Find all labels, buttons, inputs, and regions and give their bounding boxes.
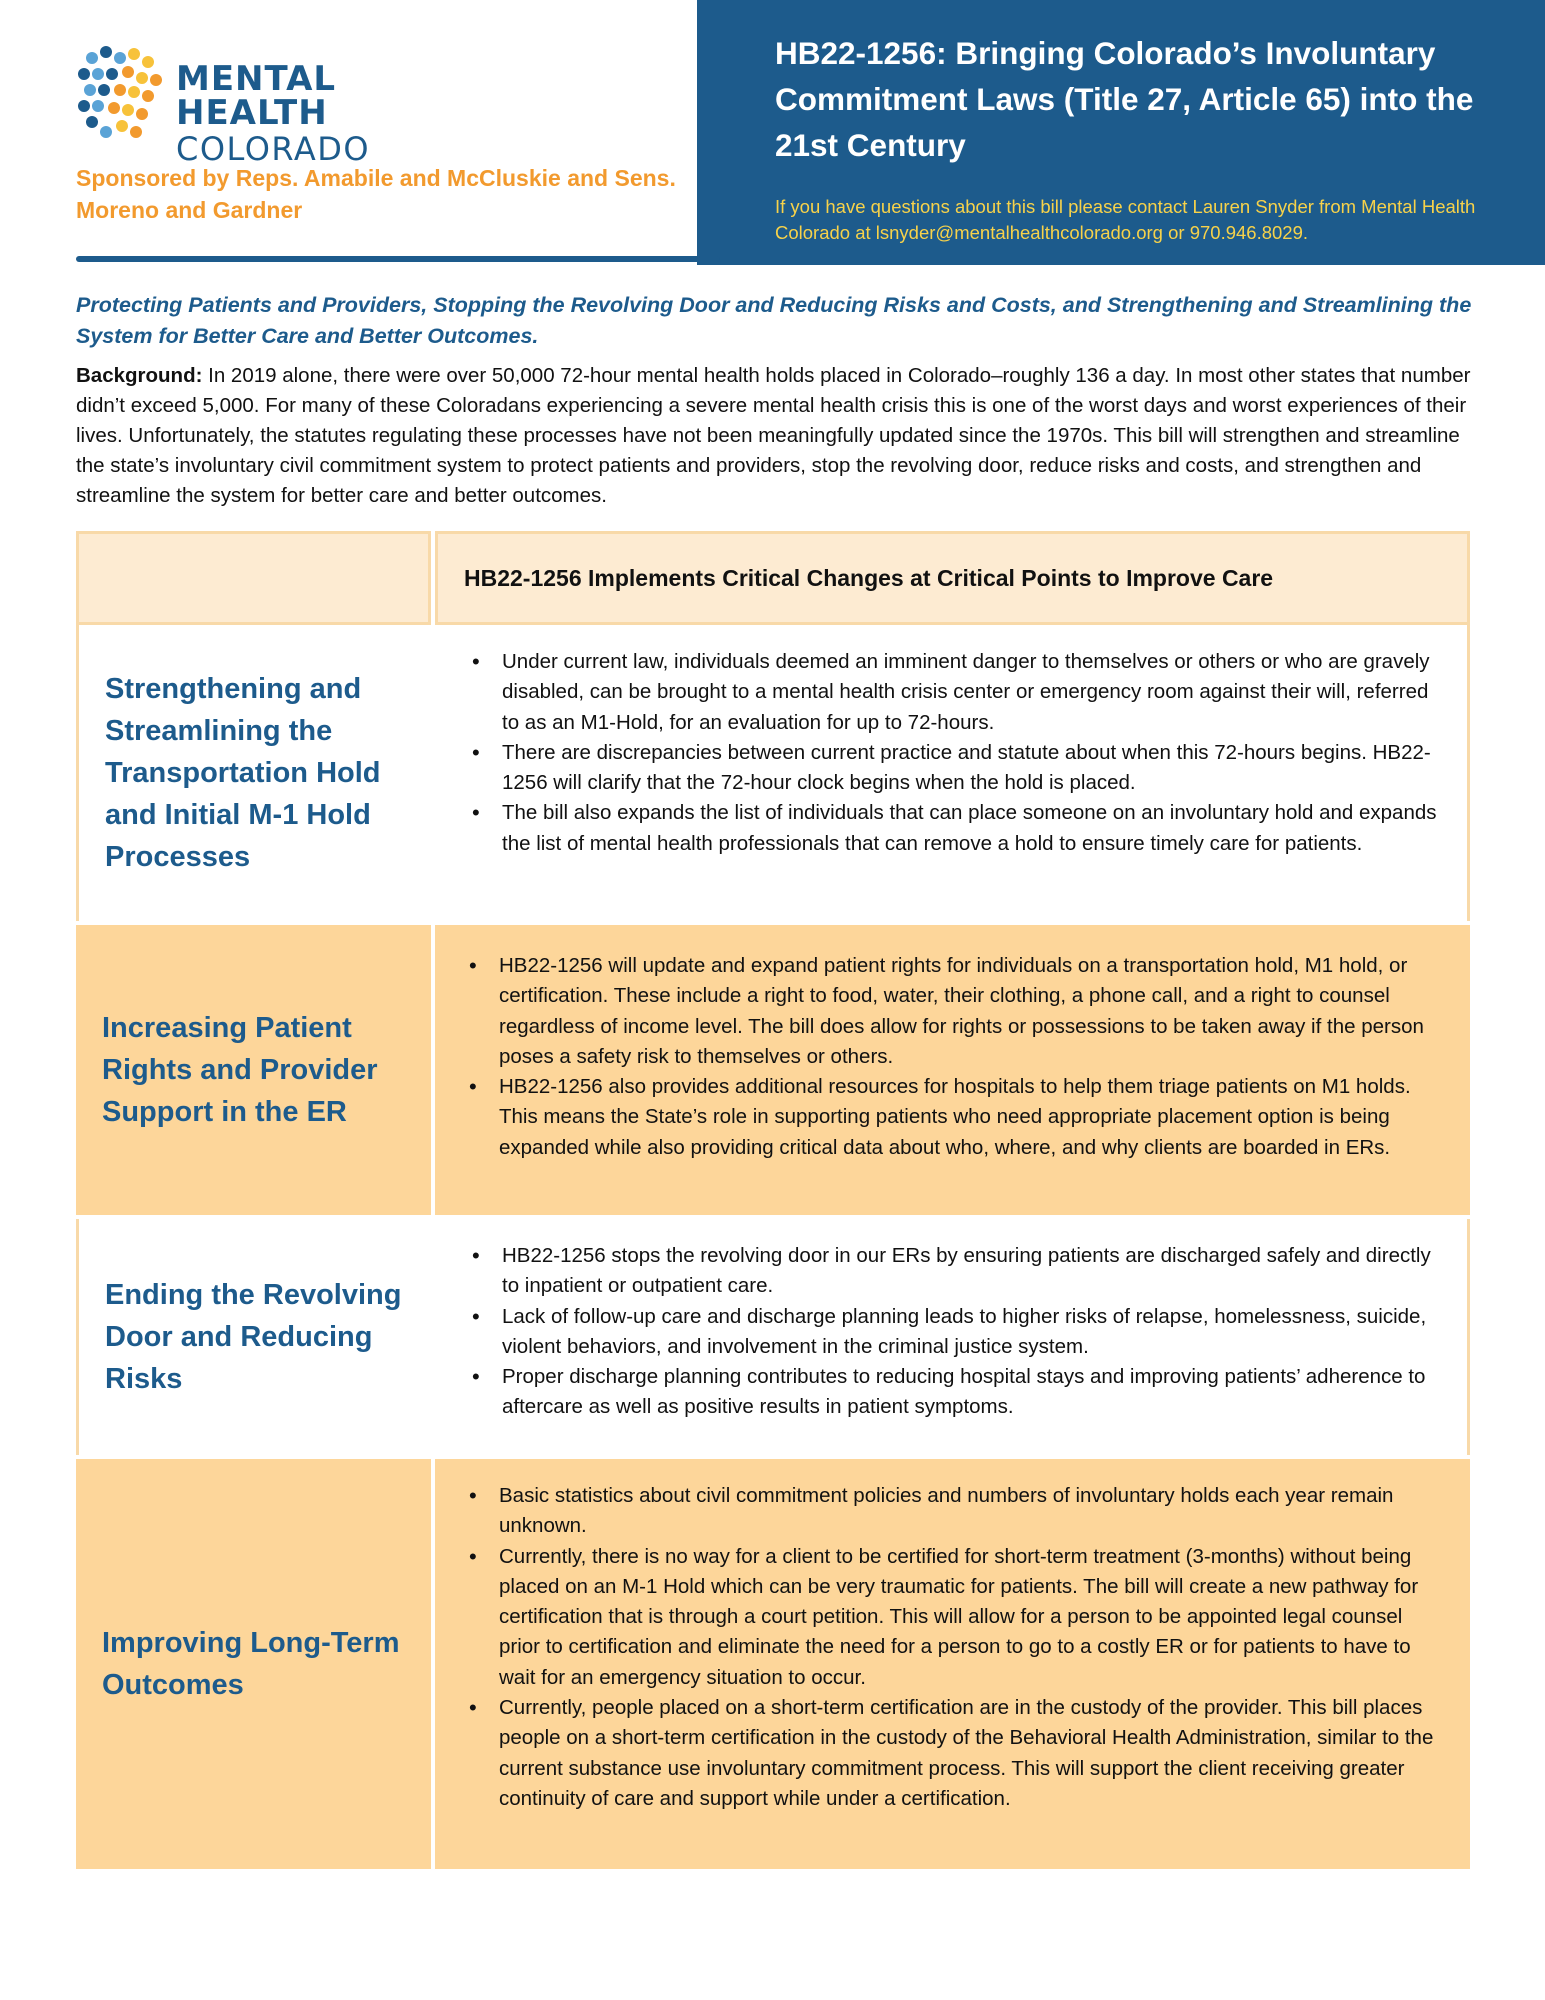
table-header-row — [76, 531, 1470, 625]
table-row — [76, 625, 1470, 921]
row-title-cell — [76, 1459, 431, 1869]
background-label: Background: — [76, 364, 203, 387]
contact-text: If you have questions about this bill please contact Lauren Snyder from Mental Health Colorado at lsnyder@mentalhealthcolorado.org or 970.946.8029. — [775, 196, 1476, 243]
row-title-cell — [76, 925, 431, 1215]
logo — [76, 44, 496, 168]
bullet-item: • Currently, people placed on a short-term certification are in the custody of the provider. This bill places people on a short-term certification in the custody of the Behavioral Health Administration, similar to the current substance use involuntary commitment process. This will support the client receiving greater continuity of care and support while under a certification. — [469, 1693, 1444, 1814]
row-title: Increasing Patient Rights and Provider Support in the ER — [102, 1012, 378, 1128]
background-paragraph — [76, 361, 1476, 511]
bullet-item: • Proper discharge planning contributes to reducing hospital stays and improving patients’ adherence to aftercare as well as positive results in patient symptoms. — [472, 1362, 1441, 1423]
page-title: HB22-1256: Bringing Colorado’s Involuntary Commitment Laws (Title 27, Article 65) into the 21st Century — [775, 35, 1474, 163]
bullet-list — [435, 1459, 1470, 1838]
row-content-cell — [438, 625, 1467, 921]
bullet-item: • Under current law, individuals deemed an imminent danger to themselves or others or who are gravely disabled, can be brought to a mental health crisis center or emergency room against their will, referred to as an M1-Hold, for an evaluation for up to 72-hours. — [472, 647, 1441, 738]
header-divider — [76, 256, 720, 262]
logo-mark-icon — [76, 44, 166, 144]
table-row — [76, 1459, 1470, 1869]
table-header-empty-cell — [76, 531, 431, 625]
changes-table — [76, 531, 1470, 1869]
bullet-item: • The bill also expands the list of individuals that can place someone on an involuntary hold and expands the list of mental health professionals that can remove a hold to ensure timely care for patients. — [472, 798, 1441, 859]
row-content-cell — [435, 1459, 1470, 1869]
row-title: Improving Long-Term Outcomes — [102, 1627, 400, 1701]
background-text: In 2019 alone, there were over 50,000 72-hour mental health holds placed in Colorado–roughly 136 a day. In most other states that number didn’t exceed 5,000. For many of these Coloradans experiencing a severe mental health crisis this is one of the worst days and worst experiences of their lives. Unfortunately, the statutes regulating these processes have not been meaningfully updated since the 1970s. This bill will strengthen and streamline the state’s involuntary civil commitment system to protect patients and providers, stop the revolving door, reduce risks and costs, and strengthen and streamline the system for better care and better outcomes. — [76, 364, 1471, 507]
sponsor-text: Sponsored by Reps. Amabile and McCluskie and Sens. Moreno and Gardner — [76, 165, 676, 223]
bullet-item: • Lack of follow-up care and discharge planning leads to higher risks of relapse, homelessness, suicide, violent behaviors, and involvement in the criminal justice system. — [472, 1302, 1441, 1363]
logo-line1: MENTAL HEALTH — [176, 59, 337, 133]
bullet-item: • Basic statistics about civil commitment policies and numbers of involuntary holds each year remain unknown. — [469, 1481, 1444, 1542]
tagline: Protecting Patients and Providers, Stopping the Revolving Door and Reducing Risks and Costs, and Strengthening and Streamlining the System for Better Care and Better Outcomes. — [76, 293, 1472, 348]
row-content-cell — [435, 925, 1470, 1215]
table-header: HB22-1256 Implements Critical Changes at Critical Points to Improve Care — [435, 531, 1470, 625]
row-title-cell — [79, 1219, 434, 1455]
bullet-item: • Currently, there is no way for a client to be certified for short-term treatment (3-months) without being placed on an M-1 Hold which can be very traumatic for patients. The bill will create a new pathway for certification that is through a court petition. This will allow for a person to be appointed legal counsel prior to certification and eliminate the need for a person to go to a costly ER or for patients to have to wait for an emergency situation to occur. — [469, 1542, 1444, 1693]
logo-wordmark — [176, 59, 496, 168]
row-title: Ending the Revolving Door and Reducing Risks — [105, 1279, 402, 1395]
row-title: Strengthening and Streamlining the Transportation Hold and Initial M-1 Hold Processes — [105, 673, 381, 873]
logo-line2: COLORADO — [176, 130, 371, 168]
header-panel — [697, 0, 1545, 265]
row-content-cell — [438, 1219, 1467, 1455]
bullet-list — [438, 625, 1467, 883]
bullet-list — [438, 1219, 1467, 1447]
row-title-cell — [79, 625, 434, 921]
bullet-item: • HB22-1256 stops the revolving door in our ERs by ensuring patients are discharged safely and directly to inpatient or outpatient care. — [472, 1241, 1441, 1302]
bullet-item: • There are discrepancies between current practice and statute about when this 72-hours begins. HB22-1256 will clarify that the 72-hour clock begins when the hold is placed. — [472, 738, 1441, 799]
bullet-item: • HB22-1256 also provides additional resources for hospitals to help them triage patients on M1 holds. This means the State’s role in supporting patients who need appropriate placement option is being expanded while also providing critical data about who, where, and why clients are boarded in ERs. — [469, 1072, 1444, 1163]
bullet-list — [435, 925, 1470, 1187]
table-row — [76, 1219, 1470, 1455]
bullet-item: • HB22-1256 will update and expand patient rights for individuals on a transportation hold, M1 hold, or certification. These include a right to food, water, their clothing, a phone call, and a right to counsel regardless of income level. The bill does allow for rights or possessions to be taken away if the person poses a safety risk to themselves or others. — [469, 951, 1444, 1072]
table-row — [76, 925, 1470, 1215]
